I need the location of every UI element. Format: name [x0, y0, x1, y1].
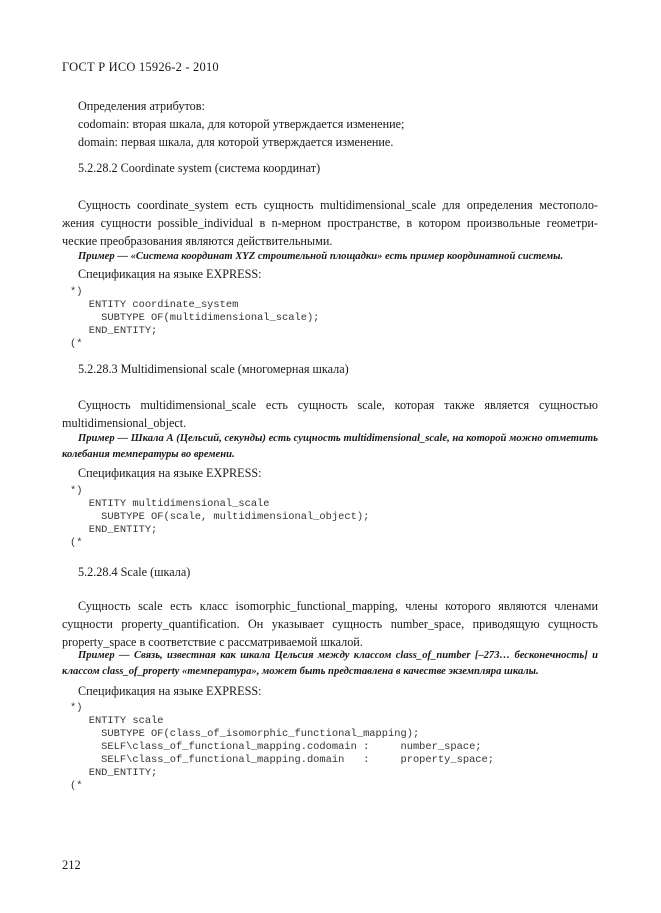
definition-codomain: codomain: вторая шкала, для которой утверждается изменение;: [78, 117, 405, 131]
express-code-multidimensional-scale: *) ENTITY multidimensional_scale SUBTYPE OF(scale, multidimensional_object); END_ENTITY; (*: [70, 485, 370, 549]
section-body-coordinate-system: Сущность coordinate_system есть сущность multidimensional_scale для определения местополо-жения сущности possible_individual в n-мерном пространстве, в котором произвольные геометри-ческие преобразования являются действительными.: [62, 198, 598, 248]
example-scale: Пример — Связь, известная как шкала Цельсия между классом class_of_number [–273… бесконечность] и классом class_of_property «температура», может быть представлена в качестве экземпляра шкалы.: [62, 650, 598, 677]
section-body-multidimensional-scale: Сущность multidimensional_scale есть сущность scale, которая также является сущностью multidimensional_object.: [62, 398, 598, 430]
section-heading-multidimensional-scale: 5.2.28.3 Multidimensional scale (многомерная шкала): [78, 362, 349, 376]
express-code-coordinate-system: *) ENTITY coordinate_system SUBTYPE OF(multidimensional_scale); END_ENTITY; (*: [70, 286, 320, 350]
example-multidimensional-scale: Пример — Шкала А (Цельсий, секунды) есть сущность multidimensional_scale, на которой можно отметить колебания температуры во времени.: [62, 433, 598, 460]
example-coordinate-system: Пример — «Система координат XYZ строительной площадки» есть пример координатной системы.: [78, 251, 564, 262]
page-number: 212: [62, 858, 81, 872]
express-code-scale: *) ENTITY scale SUBTYPE OF(class_of_isomorphic_functional_mapping); SELF\class_of_functional_mapping.codomain : number_space; SELF\class_of_functional_mapping.domain : property_space; END_ENTITY; (*: [70, 702, 495, 792]
definition-domain: domain: первая шкала, для которой утверждается изменение.: [78, 135, 394, 149]
spec-label-multidimensional-scale: Спецификация на языке EXPRESS:: [78, 466, 262, 480]
spec-label-scale: Спецификация на языке EXPRESS:: [78, 684, 262, 698]
attribute-definitions: [62, 97, 598, 151]
spec-label-coordinate-system: Спецификация на языке EXPRESS:: [78, 267, 262, 281]
section-heading-scale: 5.2.28.4 Scale (шкала): [78, 565, 191, 579]
definitions-title: Определения атрибутов:: [78, 99, 205, 113]
section-body-scale: Сущность scale есть класс isomorphic_functional_mapping, члены которого являются членами сущности property_quantification. Он указывает сущность number_space, приводящую сущность property_space в соответствие с рассматриваемой шкалой.: [62, 599, 598, 649]
running-header: ГОСТ Р ИСО 15926-2 - 2010: [62, 60, 219, 74]
section-heading-coordinate-system: 5.2.28.2 Coordinate system (система координат): [78, 161, 321, 175]
